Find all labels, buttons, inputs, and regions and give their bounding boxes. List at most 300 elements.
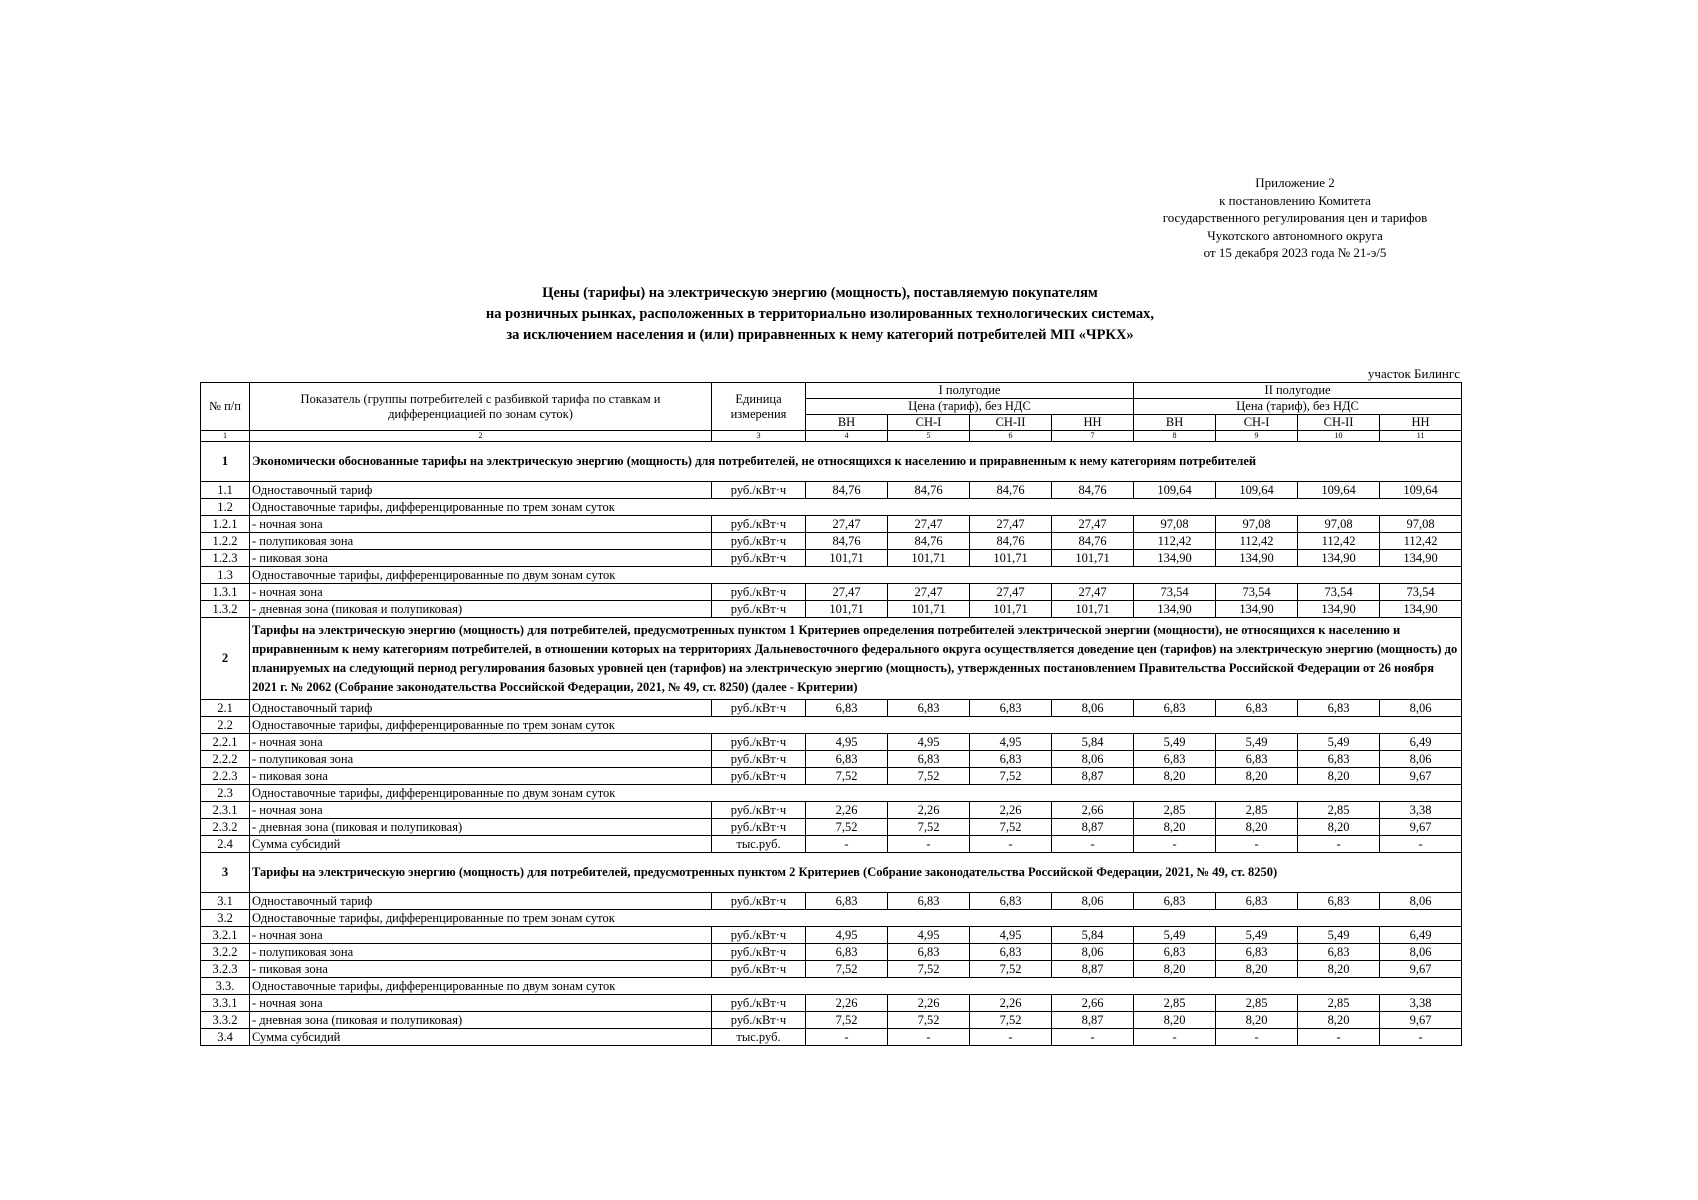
header-level: СН-I xyxy=(888,415,970,431)
header-level: НН xyxy=(1052,415,1134,431)
price-cell: 84,76 xyxy=(888,533,970,550)
price-cell: 8,20 xyxy=(1298,819,1380,836)
section-row xyxy=(201,442,1462,482)
price-cell: 6,49 xyxy=(1380,734,1462,751)
group-row xyxy=(201,978,1462,995)
price-cell: 112,42 xyxy=(1134,533,1216,550)
price-cell: 6,83 xyxy=(1298,944,1380,961)
price-cell: 6,83 xyxy=(806,751,888,768)
price-cell: 8,87 xyxy=(1052,819,1134,836)
header-level: НН xyxy=(1380,415,1462,431)
row-number: 1.3.1 xyxy=(201,584,250,601)
price-cell: 7,52 xyxy=(888,768,970,785)
price-cell: 8,20 xyxy=(1134,768,1216,785)
group-title: Одноставочные тарифы, дифференцированные по трем зонам суток xyxy=(250,717,1462,734)
price-cell: 7,52 xyxy=(806,961,888,978)
price-cell: 7,52 xyxy=(806,1012,888,1029)
row-unit: руб./кВт·ч xyxy=(712,533,806,550)
table-row xyxy=(201,533,1462,550)
row-name: - ночная зона xyxy=(250,584,712,601)
price-cell: 8,20 xyxy=(1216,1012,1298,1029)
price-cell: 2,85 xyxy=(1134,995,1216,1012)
row-unit: руб./кВт·ч xyxy=(712,601,806,618)
document-title xyxy=(400,283,1240,346)
table-row xyxy=(201,1029,1462,1046)
price-cell: 101,71 xyxy=(806,550,888,567)
row-number: 1.2.3 xyxy=(201,550,250,567)
price-cell: 6,83 xyxy=(1134,944,1216,961)
price-cell: 8,87 xyxy=(1052,768,1134,785)
group-title: Одноставочные тарифы, дифференцированные по двум зонам суток xyxy=(250,978,1462,995)
price-cell: 6,83 xyxy=(806,700,888,717)
price-cell: 101,71 xyxy=(806,601,888,618)
group-title: Одноставочные тарифы, дифференцированные по трем зонам суток xyxy=(250,910,1462,927)
price-cell: 2,26 xyxy=(806,802,888,819)
row-name: - пиковая зона xyxy=(250,961,712,978)
row-unit: руб./кВт·ч xyxy=(712,1012,806,1029)
price-cell: 7,52 xyxy=(888,819,970,836)
price-cell: 101,71 xyxy=(1052,601,1134,618)
header-price-1: Цена (тариф), без НДС xyxy=(806,399,1134,415)
price-cell: - xyxy=(806,1029,888,1046)
row-unit: руб./кВт·ч xyxy=(712,944,806,961)
table-row xyxy=(201,584,1462,601)
price-cell: - xyxy=(1134,1029,1216,1046)
price-cell: 9,67 xyxy=(1380,768,1462,785)
price-cell: 6,83 xyxy=(1216,751,1298,768)
header-half-2: II полугодие xyxy=(1134,383,1462,399)
row-number: 2.3.2 xyxy=(201,819,250,836)
price-cell: 5,84 xyxy=(1052,734,1134,751)
price-cell: - xyxy=(1216,1029,1298,1046)
header-level: СН-II xyxy=(1298,415,1380,431)
header-unit: Единица измерения xyxy=(712,383,806,431)
row-number: 2.3 xyxy=(201,785,250,802)
price-cell: 5,49 xyxy=(1134,734,1216,751)
table-row xyxy=(201,944,1462,961)
header-price-2: Цена (тариф), без НДС xyxy=(1134,399,1462,415)
price-cell: 101,71 xyxy=(970,550,1052,567)
price-cell: 5,49 xyxy=(1298,734,1380,751)
price-cell: 73,54 xyxy=(1134,584,1216,601)
row-unit: руб./кВт·ч xyxy=(712,819,806,836)
group-title: Одноставочные тарифы, дифференцированные по двум зонам суток xyxy=(250,567,1462,584)
column-number: 4 xyxy=(806,431,888,442)
price-cell: 97,08 xyxy=(1298,516,1380,533)
row-name: - пиковая зона xyxy=(250,550,712,567)
price-cell: 4,95 xyxy=(806,927,888,944)
price-cell: - xyxy=(970,836,1052,853)
header-num: № п/п xyxy=(201,383,250,431)
price-cell: 8,20 xyxy=(1298,1012,1380,1029)
price-cell: 4,95 xyxy=(970,734,1052,751)
price-cell: 84,76 xyxy=(888,482,970,499)
column-number: 5 xyxy=(888,431,970,442)
price-cell: 109,64 xyxy=(1298,482,1380,499)
group-row xyxy=(201,785,1462,802)
price-cell: 4,95 xyxy=(888,927,970,944)
table-row xyxy=(201,482,1462,499)
price-cell: 2,66 xyxy=(1052,995,1134,1012)
table-row xyxy=(201,819,1462,836)
row-name: Одноставочный тариф xyxy=(250,700,712,717)
price-cell: 8,06 xyxy=(1052,893,1134,910)
row-unit: руб./кВт·ч xyxy=(712,802,806,819)
row-name: Сумма субсидий xyxy=(250,1029,712,1046)
row-unit: руб./кВт·ч xyxy=(712,768,806,785)
table-row xyxy=(201,893,1462,910)
row-unit: руб./кВт·ч xyxy=(712,482,806,499)
price-cell: 109,64 xyxy=(1216,482,1298,499)
title-line: на розничных рынках, расположенных в территориально изолированных технологических системах, xyxy=(485,306,1155,322)
row-name: - полупиковая зона xyxy=(250,533,712,550)
column-number: 10 xyxy=(1298,431,1380,442)
price-cell: 27,47 xyxy=(806,516,888,533)
price-cell: 6,83 xyxy=(970,751,1052,768)
row-number: 3.3.1 xyxy=(201,995,250,1012)
price-cell: - xyxy=(1134,836,1216,853)
price-cell: 5,49 xyxy=(1298,927,1380,944)
row-name: - ночная зона xyxy=(250,995,712,1012)
price-cell: 2,26 xyxy=(888,995,970,1012)
row-name: - дневная зона (пиковая и полупиковая) xyxy=(250,601,712,618)
price-cell: 27,47 xyxy=(806,584,888,601)
row-unit: руб./кВт·ч xyxy=(712,584,806,601)
price-cell: 8,20 xyxy=(1134,961,1216,978)
price-cell: 73,54 xyxy=(1216,584,1298,601)
column-number-row xyxy=(201,431,1462,442)
title-line: Цены (тарифы) на электрическую энергию (мощность), поставляемую покупателям xyxy=(542,285,1098,301)
section-title: Тарифы на электрическую энергию (мощность) для потребителей, предусмотренных пунктом 1 Критериев определения потребителей электрической энергии (мощности), не относящихся к населению и приравненным к нему категориям потребителей, в отношении которых на территориях Дальневосточного федерального округа осуществляется доведение цен (тарифов) на электрическую энергию (мощность) до планируемых на следующий период регулирования базовых уровней цен (тарифов) на электрическую энергию (мощность), утвержденных постановлением Правительства Российской Федерации от 26 ноября 2021 г. № 2062 (Собрание законодательства Российской Федерации, 2021, № 49, ст. 8250) (далее - Критерии) xyxy=(250,618,1462,700)
price-cell: 9,67 xyxy=(1380,961,1462,978)
row-number: 3 xyxy=(201,853,250,893)
price-cell: 8,20 xyxy=(1134,1012,1216,1029)
row-name: - полупиковая зона xyxy=(250,944,712,961)
price-cell: 7,52 xyxy=(888,961,970,978)
price-cell: - xyxy=(1052,1029,1134,1046)
row-unit: руб./кВт·ч xyxy=(712,927,806,944)
price-cell: - xyxy=(806,836,888,853)
row-unit: руб./кВт·ч xyxy=(712,734,806,751)
price-cell: 8,06 xyxy=(1380,751,1462,768)
price-cell: 101,71 xyxy=(888,601,970,618)
price-cell: 8,20 xyxy=(1298,768,1380,785)
price-cell: 27,47 xyxy=(888,516,970,533)
price-cell: 6,83 xyxy=(1298,700,1380,717)
price-cell: 6,83 xyxy=(888,700,970,717)
table-row xyxy=(201,768,1462,785)
row-number: 3.1 xyxy=(201,893,250,910)
row-name: - ночная зона xyxy=(250,516,712,533)
table-row xyxy=(201,961,1462,978)
group-title: Одноставочные тарифы, дифференцированные по трем зонам суток xyxy=(250,499,1462,516)
group-row xyxy=(201,499,1462,516)
appendix-line: Чукотского автономного округа xyxy=(1207,227,1383,243)
price-cell: 6,83 xyxy=(806,944,888,961)
price-cell: 8,06 xyxy=(1052,944,1134,961)
price-cell: 134,90 xyxy=(1298,550,1380,567)
price-cell: 27,47 xyxy=(970,584,1052,601)
row-number: 1 xyxy=(201,442,250,482)
header-indicator: Показатель (группы потребителей с разбивкой тарифа по ставкам и дифференциацией по зонам суток) xyxy=(250,383,712,431)
price-cell: 8,20 xyxy=(1216,961,1298,978)
price-cell: 7,52 xyxy=(806,819,888,836)
column-number: 8 xyxy=(1134,431,1216,442)
price-cell: 2,26 xyxy=(806,995,888,1012)
price-cell: 109,64 xyxy=(1134,482,1216,499)
price-cell: 4,95 xyxy=(888,734,970,751)
price-cell: 2,85 xyxy=(1216,802,1298,819)
price-cell: 6,83 xyxy=(970,700,1052,717)
price-cell: 6,83 xyxy=(806,893,888,910)
row-unit: тыс.руб. xyxy=(712,1029,806,1046)
header-level: ВН xyxy=(1134,415,1216,431)
price-cell: 27,47 xyxy=(1052,516,1134,533)
price-cell: 6,83 xyxy=(888,893,970,910)
price-cell: 101,71 xyxy=(888,550,970,567)
row-name: - ночная зона xyxy=(250,734,712,751)
price-cell: 27,47 xyxy=(888,584,970,601)
price-cell: 6,83 xyxy=(1134,700,1216,717)
row-name: - дневная зона (пиковая и полупиковая) xyxy=(250,1012,712,1029)
row-name: - ночная зона xyxy=(250,802,712,819)
price-cell: 8,20 xyxy=(1298,961,1380,978)
price-cell: 97,08 xyxy=(1216,516,1298,533)
row-name: - ночная зона xyxy=(250,927,712,944)
price-cell: 5,49 xyxy=(1134,927,1216,944)
price-cell: 9,67 xyxy=(1380,1012,1462,1029)
price-cell: - xyxy=(1216,836,1298,853)
header-level: ВН xyxy=(806,415,888,431)
price-cell: - xyxy=(970,1029,1052,1046)
price-cell: 9,67 xyxy=(1380,819,1462,836)
section-title: Экономически обоснованные тарифы на электрическую энергию (мощность) для потребителей, не относящихся к населению и приравненным к нему категориям потребителей xyxy=(250,442,1462,482)
price-cell: 8,06 xyxy=(1380,944,1462,961)
title-line: за исключением населения и (или) приравненных к нему категорий потребителей МП «ЧРКХ» xyxy=(506,327,1134,343)
price-cell: 3,38 xyxy=(1380,995,1462,1012)
appendix-line: к постановлению Комитета xyxy=(1219,192,1371,208)
price-cell: 6,83 xyxy=(1134,893,1216,910)
price-cell: 109,64 xyxy=(1380,482,1462,499)
price-cell: 84,76 xyxy=(806,482,888,499)
group-title: Одноставочные тарифы, дифференцированные по двум зонам суток xyxy=(250,785,1462,802)
price-cell: 134,90 xyxy=(1380,601,1462,618)
header-level: СН-II xyxy=(970,415,1052,431)
row-unit: руб./кВт·ч xyxy=(712,516,806,533)
price-cell: 2,66 xyxy=(1052,802,1134,819)
price-cell: 2,85 xyxy=(1298,802,1380,819)
price-cell: 2,85 xyxy=(1134,802,1216,819)
row-number: 3.2 xyxy=(201,910,250,927)
price-cell: - xyxy=(1380,1029,1462,1046)
price-cell: 8,87 xyxy=(1052,961,1134,978)
price-cell: 8,06 xyxy=(1380,700,1462,717)
row-number: 3.4 xyxy=(201,1029,250,1046)
price-cell: 4,95 xyxy=(970,927,1052,944)
price-cell: 84,76 xyxy=(1052,533,1134,550)
row-number: 2.2 xyxy=(201,717,250,734)
price-cell: 8,20 xyxy=(1216,768,1298,785)
row-name: Одноставочный тариф xyxy=(250,893,712,910)
row-number: 3.2.2 xyxy=(201,944,250,961)
price-cell: 134,90 xyxy=(1380,550,1462,567)
row-unit: руб./кВт·ч xyxy=(712,700,806,717)
price-cell: 73,54 xyxy=(1380,584,1462,601)
price-cell: 6,83 xyxy=(1216,893,1298,910)
row-number: 3.2.1 xyxy=(201,927,250,944)
price-cell: 84,76 xyxy=(970,533,1052,550)
price-cell: 101,71 xyxy=(970,601,1052,618)
price-cell: 7,52 xyxy=(806,768,888,785)
column-number: 1 xyxy=(201,431,250,442)
row-unit: руб./кВт·ч xyxy=(712,961,806,978)
price-cell: - xyxy=(888,836,970,853)
appendix-block xyxy=(1130,174,1460,262)
table-row xyxy=(201,550,1462,567)
price-cell: 6,83 xyxy=(1298,751,1380,768)
price-cell: 3,38 xyxy=(1380,802,1462,819)
price-cell: 6,49 xyxy=(1380,927,1462,944)
column-number: 6 xyxy=(970,431,1052,442)
appendix-line: Приложение 2 xyxy=(1255,175,1335,190)
table-row xyxy=(201,734,1462,751)
price-cell: 134,90 xyxy=(1134,550,1216,567)
section-row xyxy=(201,618,1462,700)
price-cell: 8,20 xyxy=(1134,819,1216,836)
column-number: 2 xyxy=(250,431,712,442)
price-cell: 6,83 xyxy=(888,944,970,961)
row-number: 1.2.2 xyxy=(201,533,250,550)
row-number: 2.4 xyxy=(201,836,250,853)
row-unit: руб./кВт·ч xyxy=(712,751,806,768)
price-cell: 97,08 xyxy=(1134,516,1216,533)
price-cell: 8,87 xyxy=(1052,1012,1134,1029)
price-cell: 134,90 xyxy=(1134,601,1216,618)
row-unit: руб./кВт·ч xyxy=(712,893,806,910)
table-row xyxy=(201,516,1462,533)
table-row xyxy=(201,836,1462,853)
price-cell: 2,26 xyxy=(970,995,1052,1012)
price-cell: 8,20 xyxy=(1216,819,1298,836)
section-title: Тарифы на электрическую энергию (мощность) для потребителей, предусмотренных пунктом 2 Критериев (Собрание законодательства Российской Федерации, 2021, № 49, ст. 8250) xyxy=(250,853,1462,893)
column-number: 7 xyxy=(1052,431,1134,442)
price-cell: 6,83 xyxy=(1298,893,1380,910)
price-cell: 112,42 xyxy=(1380,533,1462,550)
price-cell: 134,90 xyxy=(1216,550,1298,567)
row-number: 1.1 xyxy=(201,482,250,499)
table-row xyxy=(201,802,1462,819)
table-body xyxy=(201,442,1462,1046)
table-row xyxy=(201,1012,1462,1029)
price-cell: 6,83 xyxy=(970,893,1052,910)
row-number: 2 xyxy=(201,618,250,700)
price-cell: 84,76 xyxy=(806,533,888,550)
price-cell: 7,52 xyxy=(888,1012,970,1029)
price-cell: 2,26 xyxy=(970,802,1052,819)
row-name: - пиковая зона xyxy=(250,768,712,785)
price-cell: 6,83 xyxy=(1216,700,1298,717)
tariff-table xyxy=(200,382,1462,1046)
header-level: СН-I xyxy=(1216,415,1298,431)
row-number: 3.3. xyxy=(201,978,250,995)
price-cell: 2,85 xyxy=(1216,995,1298,1012)
price-cell: 112,42 xyxy=(1298,533,1380,550)
price-cell: 8,06 xyxy=(1052,751,1134,768)
price-cell: 101,71 xyxy=(1052,550,1134,567)
section-label: участок Билингс xyxy=(1367,366,1460,381)
table-row xyxy=(201,927,1462,944)
price-cell: - xyxy=(1298,836,1380,853)
row-number: 1.3.2 xyxy=(201,601,250,618)
price-cell: 6,83 xyxy=(970,944,1052,961)
table-row xyxy=(201,601,1462,618)
row-unit: руб./кВт·ч xyxy=(712,995,806,1012)
row-number: 2.2.1 xyxy=(201,734,250,751)
column-number: 9 xyxy=(1216,431,1298,442)
row-number: 2.3.1 xyxy=(201,802,250,819)
header-half-1: I полугодие xyxy=(806,383,1134,399)
price-cell: 84,76 xyxy=(970,482,1052,499)
table-row xyxy=(201,700,1462,717)
appendix-line: от 15 декабря 2023 года № 21-э/5 xyxy=(1203,245,1387,260)
price-cell: 2,85 xyxy=(1298,995,1380,1012)
price-cell: 7,52 xyxy=(970,819,1052,836)
column-number: 3 xyxy=(712,431,806,442)
price-cell: 6,83 xyxy=(888,751,970,768)
group-row xyxy=(201,567,1462,584)
row-number: 1.2 xyxy=(201,499,250,516)
price-cell: - xyxy=(1052,836,1134,853)
price-cell: 6,83 xyxy=(1134,751,1216,768)
price-cell: 7,52 xyxy=(970,768,1052,785)
price-cell: 97,08 xyxy=(1380,516,1462,533)
column-number: 11 xyxy=(1380,431,1462,442)
price-cell: 7,52 xyxy=(970,961,1052,978)
row-number: 3.3.2 xyxy=(201,1012,250,1029)
price-cell: 8,06 xyxy=(1052,700,1134,717)
table-row xyxy=(201,751,1462,768)
row-number: 2.2.3 xyxy=(201,768,250,785)
group-row xyxy=(201,910,1462,927)
price-cell: 5,49 xyxy=(1216,734,1298,751)
price-cell: 84,76 xyxy=(1052,482,1134,499)
price-cell: 112,42 xyxy=(1216,533,1298,550)
price-cell: - xyxy=(888,1029,970,1046)
row-name: Сумма субсидий xyxy=(250,836,712,853)
price-cell: 27,47 xyxy=(1052,584,1134,601)
price-cell: 8,06 xyxy=(1380,893,1462,910)
row-name: Одноставочный тариф xyxy=(250,482,712,499)
price-cell: 134,90 xyxy=(1298,601,1380,618)
row-unit: руб./кВт·ч xyxy=(712,550,806,567)
row-unit: тыс.руб. xyxy=(712,836,806,853)
price-cell: 5,84 xyxy=(1052,927,1134,944)
price-cell: 4,95 xyxy=(806,734,888,751)
price-cell: 73,54 xyxy=(1298,584,1380,601)
row-number: 1.3 xyxy=(201,567,250,584)
price-cell: 134,90 xyxy=(1216,601,1298,618)
header-row xyxy=(201,383,1462,399)
price-cell: - xyxy=(1380,836,1462,853)
price-cell: 7,52 xyxy=(970,1012,1052,1029)
row-name: - полупиковая зона xyxy=(250,751,712,768)
group-row xyxy=(201,717,1462,734)
row-number: 1.2.1 xyxy=(201,516,250,533)
section-row xyxy=(201,853,1462,893)
row-number: 3.2.3 xyxy=(201,961,250,978)
row-name: - дневная зона (пиковая и полупиковая) xyxy=(250,819,712,836)
price-cell: 27,47 xyxy=(970,516,1052,533)
